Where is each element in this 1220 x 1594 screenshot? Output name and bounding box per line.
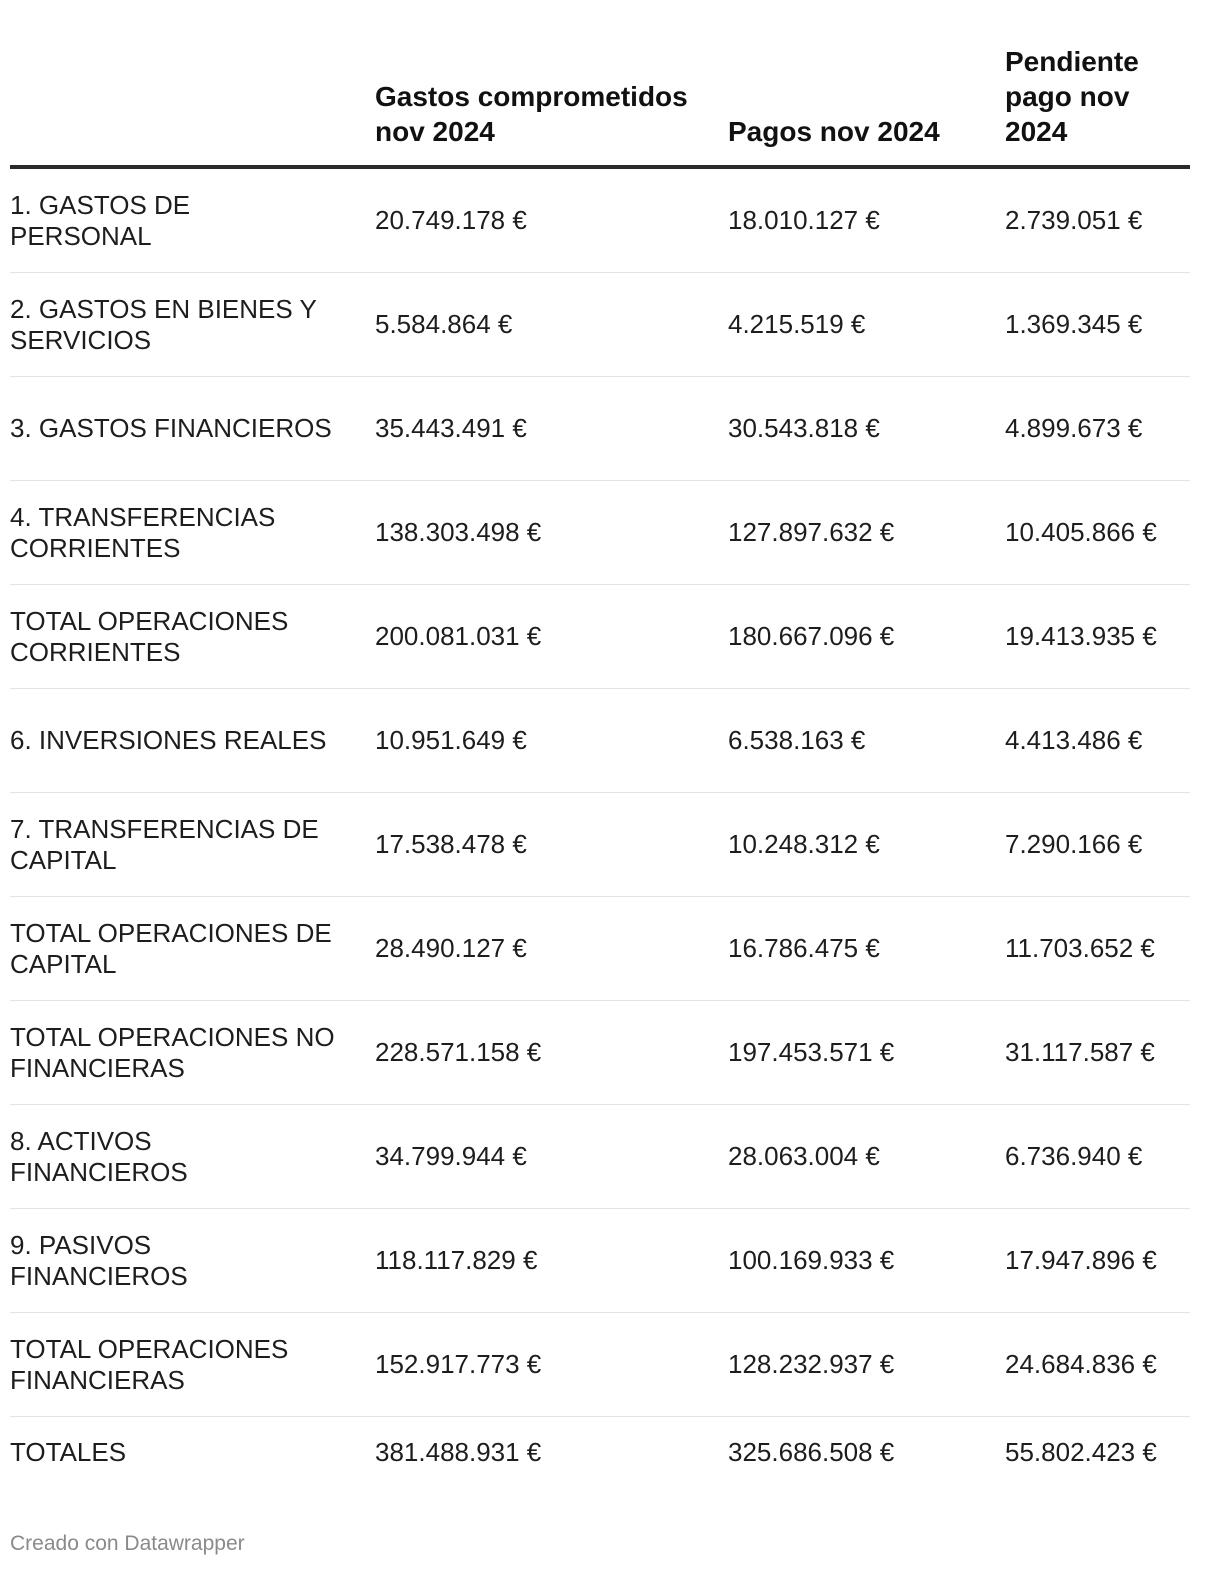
payments-cell: 197.453.571 € bbox=[728, 1001, 1005, 1105]
data-table-container bbox=[10, 40, 1190, 1512]
committed-cell: 118.117.829 € bbox=[375, 1209, 728, 1313]
data-table bbox=[10, 40, 1190, 1512]
column-header-label bbox=[10, 40, 375, 167]
payments-cell: 127.897.632 € bbox=[728, 481, 1005, 585]
payments-cell: 16.786.475 € bbox=[728, 897, 1005, 1001]
table-row bbox=[10, 585, 1190, 689]
payments-cell: 4.215.519 € bbox=[728, 273, 1005, 377]
payments-cell: 30.543.818 € bbox=[728, 377, 1005, 481]
column-header-pending: Pendiente pago nov 2024 bbox=[1005, 40, 1190, 167]
pending-cell: 55.802.423 € bbox=[1005, 1437, 1157, 1467]
table-row bbox=[10, 793, 1190, 897]
row-label-cell: TOTAL OPERACIONES NO FINANCIERAS bbox=[10, 1001, 375, 1105]
payments-cell: 18.010.127 € bbox=[728, 167, 1005, 273]
row-label-cell: TOTALES bbox=[10, 1437, 127, 1467]
pending-cell: 6.736.940 € bbox=[1005, 1105, 1190, 1209]
row-label-cell: 3. GASTOS FINANCIEROS bbox=[10, 377, 375, 481]
row-label-cell: 6. INVERSIONES REALES bbox=[10, 689, 375, 793]
committed-cell: 20.749.178 € bbox=[375, 167, 728, 273]
row-label-cell: 4. TRANSFERENCIAS CORRIENTES bbox=[10, 481, 375, 585]
table-row bbox=[10, 273, 1190, 377]
committed-cell: 152.917.773 € bbox=[375, 1313, 728, 1417]
header-row bbox=[10, 40, 1190, 167]
credit-text: Creado con Datawrapper bbox=[10, 1532, 245, 1555]
row-label-cell: TOTAL OPERACIONES CORRIENTES bbox=[10, 585, 375, 689]
pending-cell: 4.899.673 € bbox=[1005, 377, 1190, 481]
payments-cell: 180.667.096 € bbox=[728, 585, 1005, 689]
committed-cell: 17.538.478 € bbox=[375, 793, 728, 897]
table-row bbox=[10, 689, 1190, 793]
table-row bbox=[10, 1105, 1190, 1209]
table-row bbox=[10, 1417, 1190, 1513]
pending-cell: 31.117.587 € bbox=[1005, 1001, 1190, 1105]
committed-cell: 34.799.944 € bbox=[375, 1105, 728, 1209]
column-header-committed: Gastos comprometidos nov 2024 bbox=[375, 40, 728, 167]
table-row bbox=[10, 377, 1190, 481]
committed-cell: 5.584.864 € bbox=[375, 273, 728, 377]
row-label-cell: TOTAL OPERACIONES FINANCIERAS bbox=[10, 1313, 375, 1417]
payments-cell: 6.538.163 € bbox=[728, 689, 1005, 793]
committed-cell: 200.081.031 € bbox=[375, 585, 728, 689]
payments-cell: 100.169.933 € bbox=[728, 1209, 1005, 1313]
committed-cell: 10.951.649 € bbox=[375, 689, 728, 793]
row-label-cell: 1. GASTOS DE PERSONAL bbox=[10, 167, 375, 273]
committed-cell: 35.443.491 € bbox=[375, 377, 728, 481]
committed-cell: 28.490.127 € bbox=[375, 897, 728, 1001]
column-header-payments: Pagos nov 2024 bbox=[728, 40, 1005, 167]
row-label-cell: 8. ACTIVOS FINANCIEROS bbox=[10, 1105, 375, 1209]
payments-cell: 128.232.937 € bbox=[728, 1313, 1005, 1417]
row-label-cell: 2. GASTOS EN BIENES Y SERVICIOS bbox=[10, 273, 375, 377]
pending-cell: 1.369.345 € bbox=[1005, 273, 1190, 377]
pending-cell: 4.413.486 € bbox=[1005, 689, 1190, 793]
committed-cell: 228.571.158 € bbox=[375, 1001, 728, 1105]
table-row bbox=[10, 481, 1190, 585]
table-row bbox=[10, 1001, 1190, 1105]
table-row bbox=[10, 167, 1190, 273]
pending-cell: 11.703.652 € bbox=[1005, 897, 1190, 1001]
pending-cell: 19.413.935 € bbox=[1005, 585, 1190, 689]
committed-cell: 138.303.498 € bbox=[375, 481, 728, 585]
payments-cell: 28.063.004 € bbox=[728, 1105, 1005, 1209]
row-label-cell: 7. TRANSFERENCIAS DE CAPITAL bbox=[10, 793, 375, 897]
committed-cell: 381.488.931 € bbox=[375, 1437, 542, 1467]
pending-cell: 2.739.051 € bbox=[1005, 167, 1190, 273]
payments-cell: 10.248.312 € bbox=[728, 793, 1005, 897]
table-row bbox=[10, 897, 1190, 1001]
pending-cell: 7.290.166 € bbox=[1005, 793, 1190, 897]
table-row bbox=[10, 1313, 1190, 1417]
row-label-cell: 9. PASIVOS FINANCIEROS bbox=[10, 1209, 375, 1313]
pending-cell: 17.947.896 € bbox=[1005, 1209, 1190, 1313]
row-label-cell: TOTAL OPERACIONES DE CAPITAL bbox=[10, 897, 375, 1001]
table-body bbox=[10, 167, 1190, 1512]
pending-cell: 10.405.866 € bbox=[1005, 481, 1190, 585]
payments-cell: 325.686.508 € bbox=[728, 1437, 895, 1467]
pending-cell: 24.684.836 € bbox=[1005, 1313, 1190, 1417]
table-row bbox=[10, 1209, 1190, 1313]
